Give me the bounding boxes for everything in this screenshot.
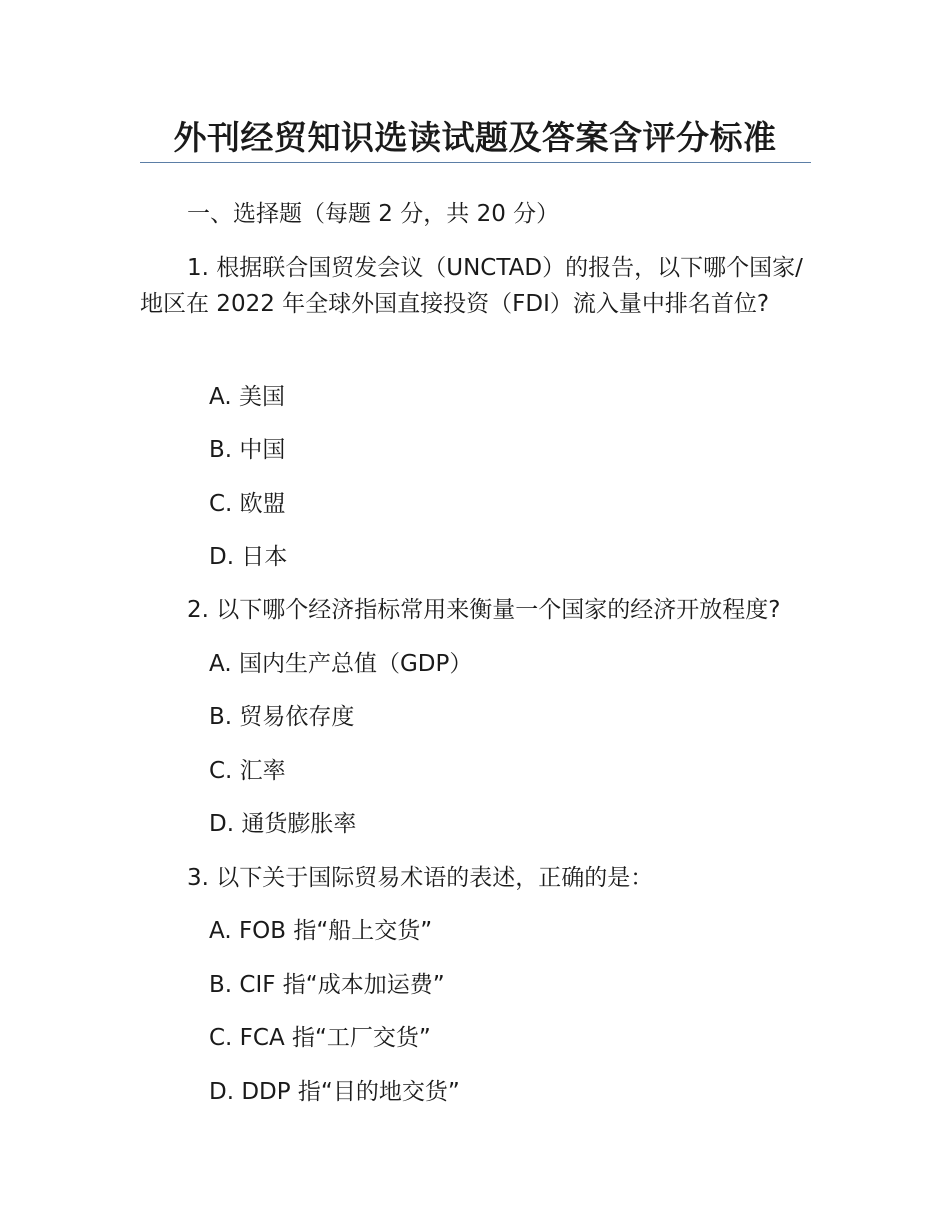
question-3-stem: 3. 以下关于国际贸易术语的表述，正确的是：: [187, 865, 654, 891]
question-1-option-b: B. 中国: [209, 437, 286, 463]
question-2-stem: 2. 以下哪个经济指标常用来衡量一个国家的经济开放程度?: [187, 597, 781, 623]
question-1-stem: 1. 根据联合国贸发会议（UNCTAD）的报告，以下哪个国家/地区在 2022 年全球外国直接投资（FDI）流入量中排名首位?: [140, 255, 803, 317]
question-3-option-c: C. FCA 指“工厂交货”: [209, 1025, 431, 1051]
question-2-option-c: C. 汇率: [209, 758, 286, 784]
section-heading: 一、选择题（每题 2 分，共 20 分）: [187, 201, 560, 227]
question-3-option-d: D. DDP 指“目的地交货”: [209, 1079, 460, 1105]
title-underline: [140, 162, 811, 163]
question-1-option-a: A. 美国: [209, 384, 285, 410]
question-3-option-b: B. CIF 指“成本加运费”: [209, 972, 445, 998]
question-1-option-c: C. 欧盟: [209, 491, 286, 517]
question-3-option-a: A. FOB 指“船上交货”: [209, 918, 433, 944]
question-2-option-a: A. 国内生产总值（GDP）: [209, 651, 473, 677]
question-2-option-d: D. 通货膨胀率: [209, 811, 357, 837]
question-2-option-b: B. 贸易依存度: [209, 704, 355, 730]
question-1-option-d: D. 日本: [209, 544, 288, 570]
document-title: 外刊经贸知识选读试题及答案含评分标准: [173, 118, 777, 157]
